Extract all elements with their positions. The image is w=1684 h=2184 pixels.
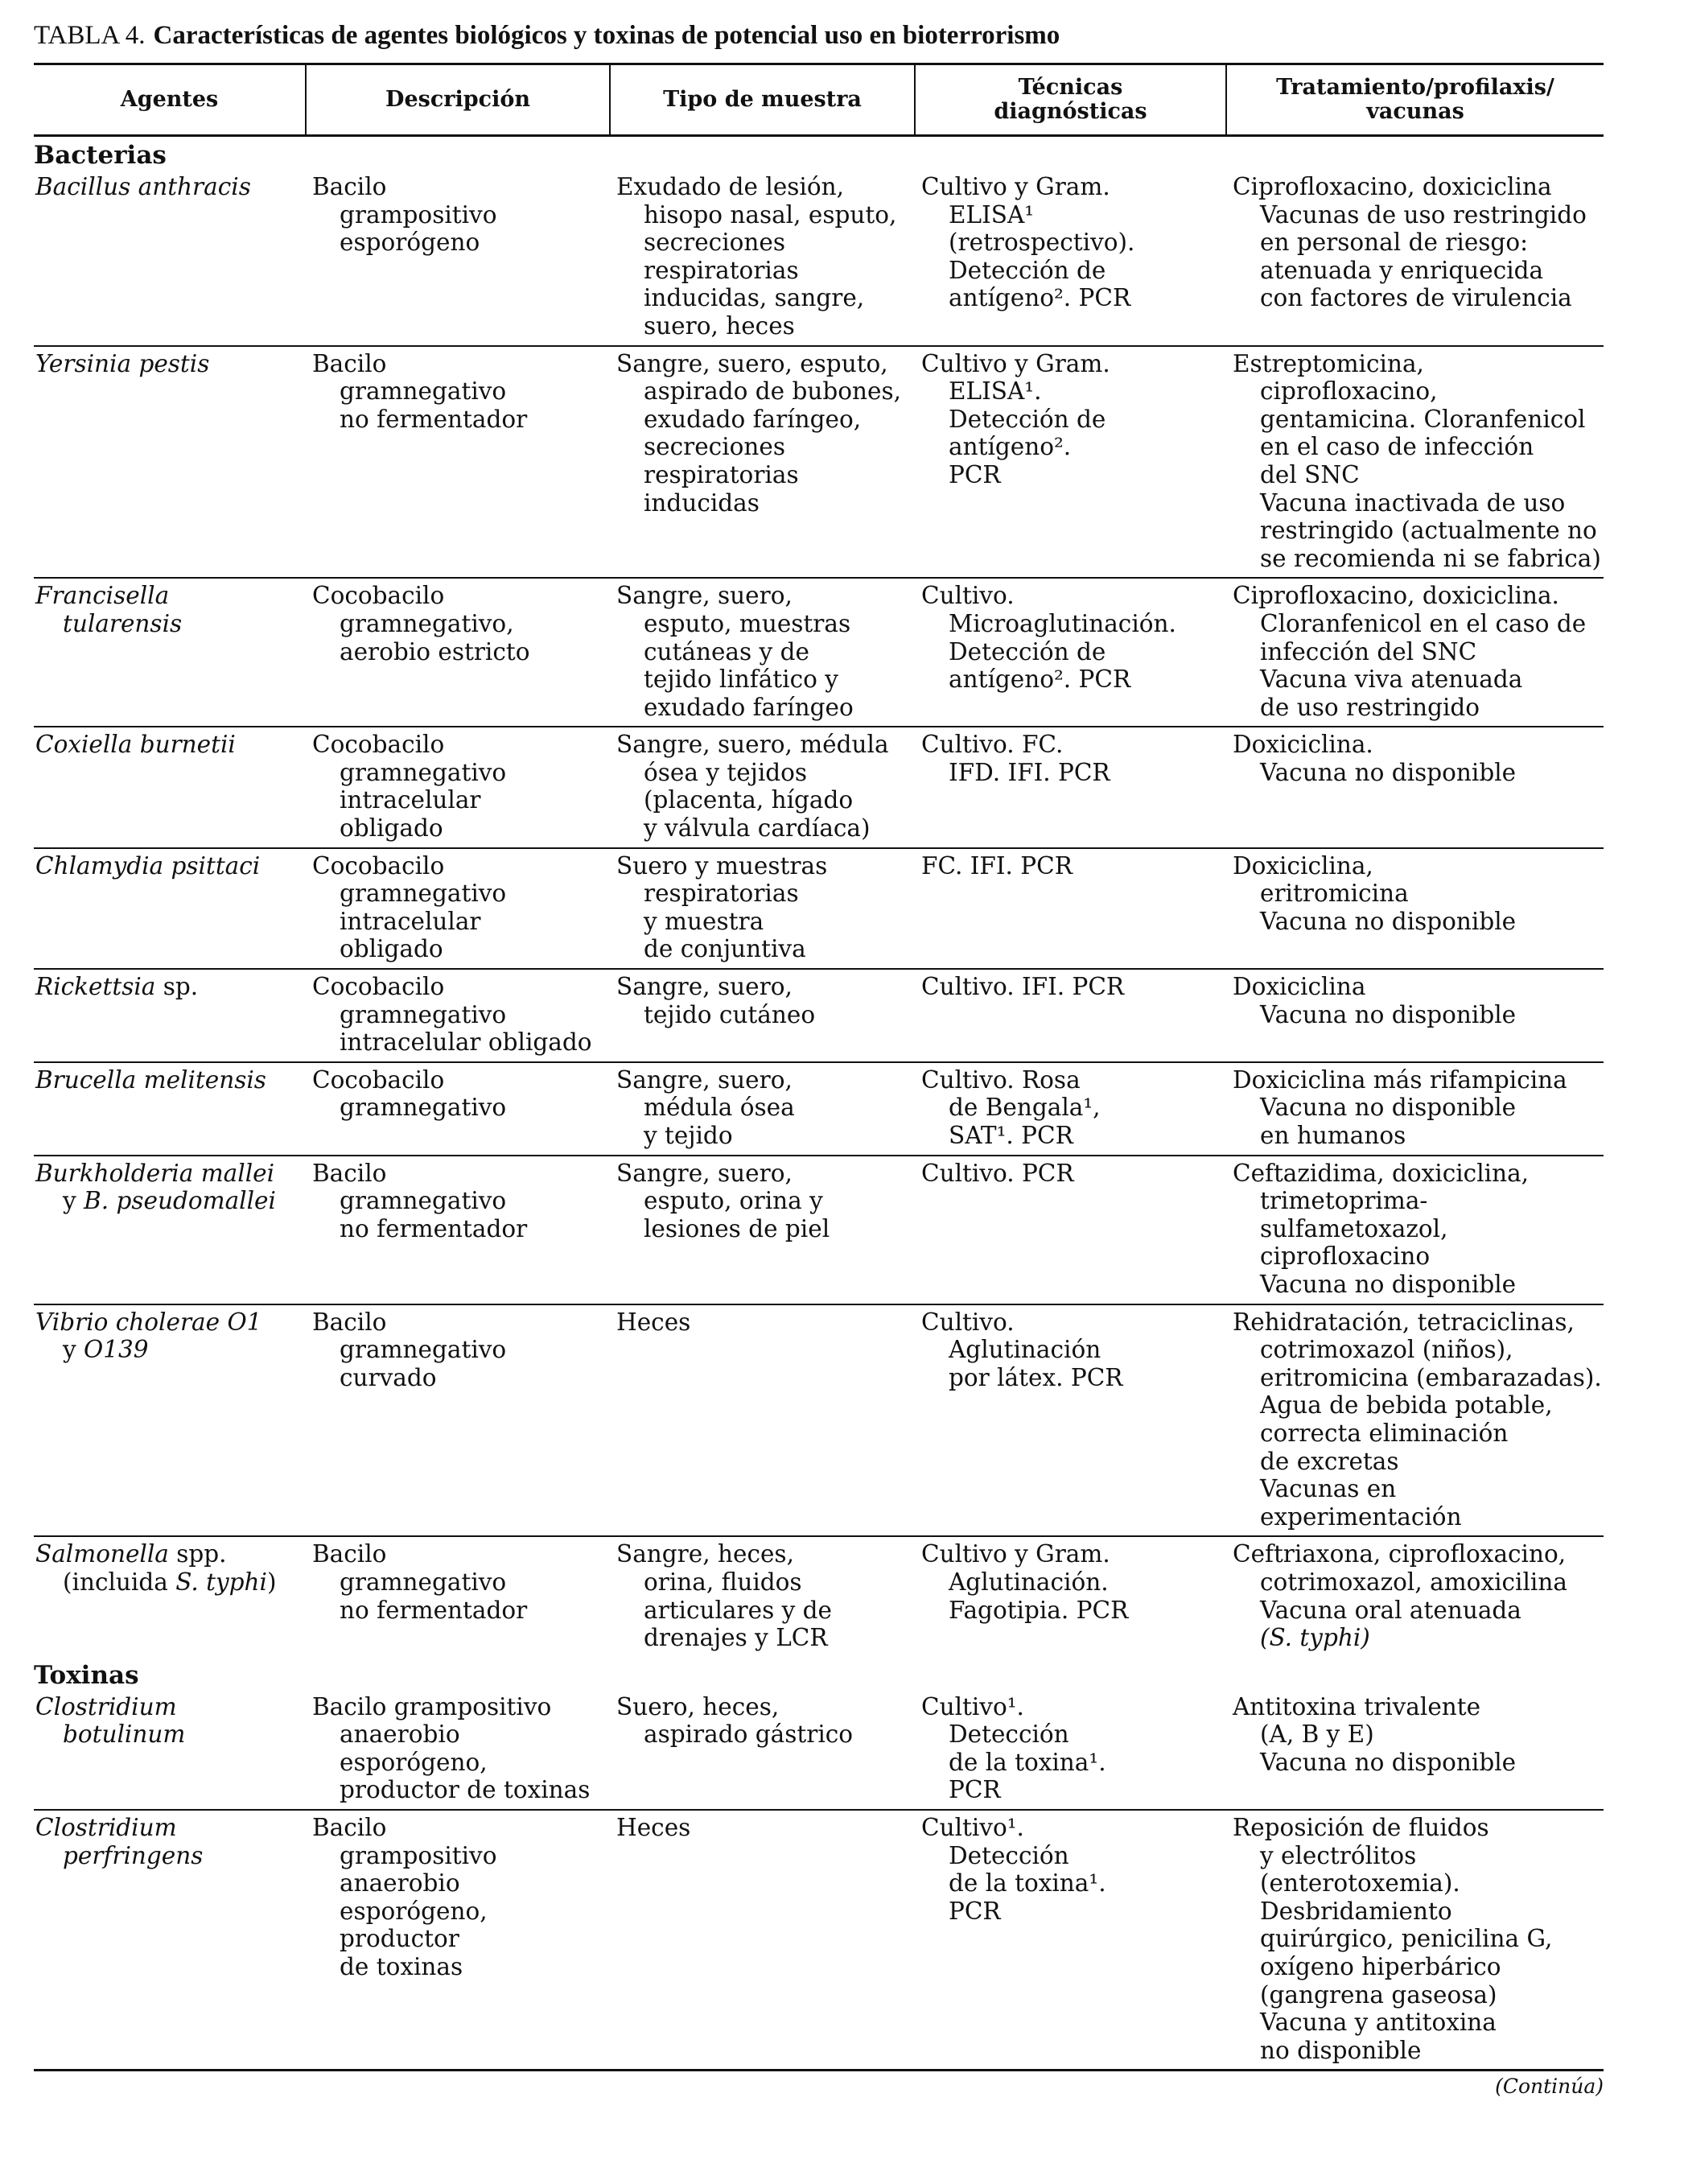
- agent-cell: [34, 1810, 306, 2071]
- tratamiento-cell-text: Doxiciclina más rifampicina Vacuna no disponible en humanos: [1233, 1065, 1567, 1149]
- descripcion-cell-text: Cocobacilo gramnegativo intracelular obligado: [312, 973, 592, 1057]
- tratamiento-cell-text: Doxiciclina. Vacuna no disponible: [1233, 731, 1517, 786]
- agent-cell: [34, 1536, 306, 1656]
- muestra-cell: [610, 346, 915, 579]
- table-row: [34, 346, 1604, 579]
- agent-cell: [34, 346, 306, 579]
- agent-cell-text: Clostridium perfringens: [35, 1814, 204, 1869]
- header-agentes: Agentes: [34, 64, 306, 136]
- header-descripcion: Descripción: [306, 64, 610, 136]
- tecnicas-cell: [915, 170, 1226, 346]
- descripcion-cell-text: Bacilo grampositivo anaerobio esporógeno, productor de toxinas: [312, 1692, 591, 1804]
- descripcion-cell-text: Cocobacilo gramnegativo intracelular obligado: [312, 731, 507, 843]
- muestra-cell: [610, 1810, 915, 2071]
- tratamiento-cell-text: Antitoxina trivalente (A, B y E) Vacuna no disponible: [1233, 1692, 1517, 1776]
- descripcion-cell-text: Bacilo gramnegativo no fermentador: [312, 1159, 528, 1242]
- tecnicas-cell-text: Cultivo¹. Detección de la toxina¹. PCR: [921, 1692, 1106, 1804]
- descripcion-cell: [306, 1536, 610, 1656]
- muestra-cell-text: Sangre, suero, médula ósea y tejidos (placenta, hígado y válvula cardíaca): [616, 731, 889, 843]
- descripcion-cell-text: Bacilo gramnegativo no fermentador: [312, 349, 528, 433]
- muestra-cell: [610, 1156, 915, 1304]
- table-row: [34, 1690, 1604, 1810]
- muestra-cell-text: Heces: [616, 1814, 691, 1842]
- tecnicas-cell: [915, 1810, 1226, 2071]
- agent-cell: [34, 170, 306, 346]
- muestra-cell: [610, 1536, 915, 1656]
- agent-cell-text: Coxiella burnetii: [35, 731, 236, 759]
- section-heading: Bacterias: [34, 141, 167, 170]
- agent-cell-text: Vibrio cholerae O1 y O139: [35, 1308, 262, 1364]
- descripcion-cell: [306, 170, 610, 346]
- agent-cell: [34, 1304, 306, 1537]
- tecnicas-cell: [915, 1304, 1226, 1537]
- tratamiento-cell: [1226, 1536, 1604, 1656]
- tecnicas-cell-text: Cultivo. FC. IFD. IFI. PCR: [921, 731, 1110, 786]
- tratamiento-cell-text: Doxiciclina Vacuna no disponible: [1233, 973, 1517, 1028]
- table-caption: [34, 18, 1604, 63]
- agent-cell: [34, 1156, 306, 1304]
- descripcion-cell-text: Bacilo grampositivo esporógeno: [312, 173, 497, 257]
- table-row: [34, 1062, 1604, 1156]
- muestra-cell-text: Sangre, suero, esputo, muestras cutáneas y de tejido linfático y exudado faríngeo: [616, 582, 854, 721]
- tecnicas-cell: [915, 969, 1226, 1062]
- table-row: [34, 727, 1604, 847]
- muestra-cell-text: Suero, heces, aspirado gástrico: [616, 1692, 854, 1749]
- descripcion-cell: [306, 1690, 610, 1810]
- muestra-cell-text: Sangre, suero, esputo, orina y lesiones de piel: [616, 1159, 830, 1242]
- muestra-cell: [610, 1062, 915, 1156]
- tratamiento-cell: [1226, 170, 1604, 346]
- muestra-cell: [610, 578, 915, 727]
- continued-note: (Continúa): [1495, 2075, 1604, 2099]
- muestra-cell-text: Sangre, heces, orina, fluidos articulares y de drenajes y LCR: [616, 1540, 832, 1652]
- tecnicas-cell-text: Cultivo y Gram. Aglutinación. Fagotipia. PCR: [921, 1540, 1129, 1624]
- header-tecnicas: Técnicas diagnósticas: [915, 64, 1226, 136]
- descripcion-cell-text: Bacilo grampositivo anaerobio esporógeno, productor de toxinas: [312, 1814, 497, 1981]
- descripcion-cell: [306, 848, 610, 969]
- muestra-cell: [610, 969, 915, 1062]
- tratamiento-cell: [1226, 346, 1604, 579]
- tecnicas-cell-text: Cultivo¹. Detección de la toxina¹. PCR: [921, 1814, 1106, 1925]
- tecnicas-cell-text: Cultivo. Rosa de Bengala¹, SAT¹. PCR: [921, 1065, 1101, 1149]
- tratamiento-cell: [1226, 848, 1604, 969]
- tecnicas-cell: [915, 1690, 1226, 1810]
- agent-cell-text: Burkholderia mallei y B. pseudomallei: [35, 1159, 276, 1215]
- tecnicas-cell: [915, 578, 1226, 727]
- header-row: [34, 64, 1604, 136]
- tecnicas-cell-text: Cultivo y Gram. ELISA¹. Detección de antígeno². PCR: [921, 349, 1110, 488]
- tecnicas-cell-text: Cultivo. IFI. PCR: [921, 973, 1125, 1001]
- table-row: [34, 170, 1604, 346]
- muestra-cell: [610, 170, 915, 346]
- agent-cell-text: Rickettsia sp.: [35, 973, 199, 1001]
- tratamiento-cell-text: Estreptomicina, ciprofloxacino, gentamicina. Cloranfenicol en el caso de infección del SNC Vacuna inactivada de uso restringido (actualmente no se recomienda ni se fabrica): [1233, 349, 1601, 572]
- descripcion-cell: [306, 727, 610, 847]
- descripcion-cell-text: Cocobacilo gramnegativo, aerobio estricto: [312, 582, 530, 666]
- table-row: [34, 578, 1604, 727]
- table-row: [34, 848, 1604, 969]
- tratamiento-cell: [1226, 1690, 1604, 1810]
- tecnicas-cell-text: Cultivo. PCR: [921, 1159, 1074, 1187]
- muestra-cell-text: Suero y muestras respiratorias y muestra de conjuntiva: [616, 851, 828, 963]
- agent-cell: [34, 578, 306, 727]
- descripcion-cell-text: Bacilo gramnegativo curvado: [312, 1308, 507, 1391]
- table-row: [34, 969, 1604, 1062]
- tecnicas-cell: [915, 727, 1226, 847]
- descripcion-cell: [306, 1156, 610, 1304]
- tratamiento-cell-text: Ciprofloxacino, doxiciclina Vacunas de uso restringido en personal de riesgo: atenuada y enriquecida con factores de virulencia: [1233, 173, 1587, 312]
- muestra-cell-text: Sangre, suero, esputo, aspirado de bubones, exudado faríngeo, secreciones respiratorias inducidas: [616, 349, 901, 517]
- descripcion-cell-text: Cocobacilo gramnegativo intracelular obligado: [312, 851, 507, 963]
- tratamiento-cell: [1226, 1062, 1604, 1156]
- tratamiento-cell: [1226, 969, 1604, 1062]
- tratamiento-cell-text: Ceftazidima, doxiciclina, trimetoprima- sulfametoxazol, ciprofloxacino Vacuna no disponible: [1233, 1159, 1530, 1298]
- muestra-cell: [610, 727, 915, 847]
- table-label: TABLA 4.: [34, 21, 146, 50]
- descripcion-cell: [306, 1062, 610, 1156]
- tratamiento-cell: [1226, 727, 1604, 847]
- table-row: [34, 1304, 1604, 1537]
- descripcion-cell: [306, 578, 610, 727]
- agent-cell-text: Francisella tularensis: [35, 582, 183, 637]
- agent-cell: [34, 969, 306, 1062]
- tratamiento-cell: [1226, 1156, 1604, 1304]
- header-tipo-muestra: Tipo de muestra: [610, 64, 915, 136]
- tecnicas-cell-text: Cultivo. Microaglutinación. Detección de antígeno². PCR: [921, 582, 1176, 694]
- agent-cell: [34, 1062, 306, 1156]
- descripcion-cell: [306, 1810, 610, 2071]
- agent-cell-text: Yersinia pestis: [35, 349, 210, 377]
- tecnicas-cell: [915, 1156, 1226, 1304]
- page: [34, 18, 1604, 2098]
- table-title: Características de agentes biológicos y toxinas de potencial uso en bioterrorismo: [153, 21, 1060, 50]
- agent-cell-text: Clostridium botulinum: [35, 1692, 186, 1749]
- section-row: [34, 136, 1604, 171]
- muestra-cell: [610, 1690, 915, 1810]
- muestra-cell: [610, 1304, 915, 1537]
- tratamiento-cell: [1226, 1810, 1604, 2071]
- tecnicas-cell: [915, 848, 1226, 969]
- descripcion-cell: [306, 346, 610, 579]
- agent-cell-text: Salmonella spp. (incluida S. typhi): [35, 1540, 277, 1596]
- tratamiento-cell-text: Reposición de fluidos y electrólitos (enterotoxemia). Desbridamiento quirúrgico, penicilina G, oxígeno hiperbárico (gangrena gaseosa) Vacuna y antitoxina no disponible: [1233, 1814, 1553, 2064]
- tecnicas-cell-text: Cultivo y Gram. ELISA¹ (retrospectivo). Detección de antígeno². PCR: [921, 173, 1135, 312]
- agent-cell: [34, 848, 306, 969]
- descripcion-cell-text: Cocobacilo gramnegativo: [312, 1065, 507, 1122]
- tratamiento-cell-text: Rehidratación, tetraciclinas, cotrimoxazol (niños), eritromicina (embarazadas). Agua de bebida potable, correcta eliminación de excretas Vacunas en experimentación: [1233, 1308, 1602, 1531]
- tecnicas-cell: [915, 346, 1226, 579]
- tratamiento-cell-text: Doxiciclina, eritromicina Vacuna no disponible: [1233, 851, 1517, 935]
- table-row: [34, 1810, 1604, 2071]
- descripcion-cell-text: Bacilo gramnegativo no fermentador: [312, 1540, 528, 1624]
- muestra-cell-text: Heces: [616, 1308, 691, 1336]
- agent-cell-text: Chlamydia psittaci: [35, 851, 261, 880]
- table-row: [34, 1156, 1604, 1304]
- agent-cell: [34, 727, 306, 847]
- descripcion-cell: [306, 1304, 610, 1537]
- descripcion-cell: [306, 969, 610, 1062]
- tecnicas-cell-text: Cultivo. Aglutinación por látex. PCR: [921, 1308, 1123, 1391]
- muestra-cell-text: Sangre, suero, tejido cutáneo: [616, 973, 816, 1028]
- table-row: [34, 1536, 1604, 1656]
- tratamiento-cell: [1226, 1304, 1604, 1537]
- section-row: [34, 1657, 1604, 1690]
- muestra-cell: [610, 848, 915, 969]
- agent-cell-text: Bacillus anthracis: [35, 173, 251, 200]
- tecnicas-cell: [915, 1536, 1226, 1656]
- section-heading: Toxinas: [34, 1660, 139, 1690]
- agent-cell-text: Brucella melitensis: [35, 1065, 266, 1094]
- tratamiento-cell-text: Ceftriaxona, ciprofloxacino, cotrimoxazol, amoxicilina Vacuna oral atenuada (S. typhi): [1233, 1540, 1567, 1652]
- muestra-cell-text: Sangre, suero, médula ósea y tejido: [616, 1065, 795, 1149]
- tecnicas-cell-text: FC. IFI. PCR: [921, 851, 1073, 880]
- header-tratamiento: Tratamiento/profilaxis/ vacunas: [1226, 64, 1604, 136]
- agents-table: [34, 63, 1604, 2071]
- agent-cell: [34, 1690, 306, 1810]
- tecnicas-cell: [915, 1062, 1226, 1156]
- tratamiento-cell: [1226, 578, 1604, 727]
- table-body: [34, 136, 1604, 2071]
- tratamiento-cell-text: Ciprofloxacino, doxiciclina. Cloranfenicol en el caso de infección del SNC Vacuna viva atenuada de uso restringido: [1233, 582, 1587, 721]
- muestra-cell-text: Exudado de lesión, hisopo nasal, esputo, secreciones respiratorias inducidas, sangre, suero, heces: [616, 173, 897, 340]
